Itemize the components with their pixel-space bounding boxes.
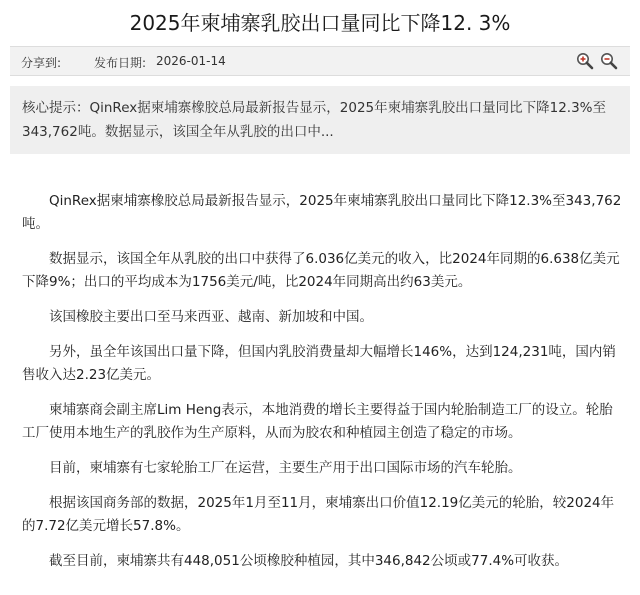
- meta-bar: [10, 46, 630, 76]
- zoom-in-icon[interactable]: [576, 52, 594, 70]
- article-paragraph: QinRex据柬埔寨橡胶总局最新报告显示，2025年柬埔寨乳胶出口量同比下降12.3%至343,762吨。: [22, 193, 622, 232]
- zoom-out-icon[interactable]: [600, 52, 618, 70]
- article-paragraph: 该国橡胶主要出口至马来西亚、越南、新加坡和中国。: [49, 309, 373, 325]
- article-paragraph: 数据显示，该国全年从乳胶的出口中获得了6.036亿美元的收入，比2024年同期的6.638亿美元下降9%；出口的平均成本为1756美元/吨，比2024年同期高出约63美元。: [22, 251, 620, 290]
- article-title: 2025年柬埔寨乳胶出口量同比下降12. 3%: [129, 11, 511, 35]
- article-paragraph: 截至目前，柬埔寨共有448,051公顷橡胶种植园，其中346,842公顷或77.4%可收获。: [49, 553, 569, 569]
- article-body: [22, 190, 626, 585]
- publish-date: 2026-01-14: [156, 54, 226, 68]
- article-paragraph: 目前，柬埔寨有七家轮胎工厂在运营，主要生产用于出口国际市场的汽车轮胎。: [49, 460, 522, 476]
- core-summary-box: 核心提示：QinRex据柬埔寨橡胶总局最新报告显示，2025年柬埔寨乳胶出口量同比下降12.3%至343,762吨。数据显示，该国全年从乳胶的出口中...: [10, 86, 630, 154]
- share-label[interactable]: 分享到:: [21, 56, 62, 70]
- article-paragraph: 另外，虽全年该国出口量下降，但国内乳胶消费量却大幅增长146%，达到124,231吨，国内销售收入达2.23亿美元。: [22, 344, 616, 383]
- article-paragraph: 柬埔寨商会副主席Lim Heng表示，本地消费的增长主要得益于国内轮胎制造工厂的设立。轮胎工厂使用本地生产的乳胶作为生产原料，从而为胶农和种植园主创造了稳定的市场。: [22, 402, 613, 441]
- article-paragraph: 根据该国商务部的数据，2025年1月至11月，柬埔寨出口价值12.19亿美元的轮胎，较2024年的7.72亿美元增长57.8%。: [22, 495, 615, 534]
- publish-date-label: 发布日期:: [94, 56, 147, 70]
